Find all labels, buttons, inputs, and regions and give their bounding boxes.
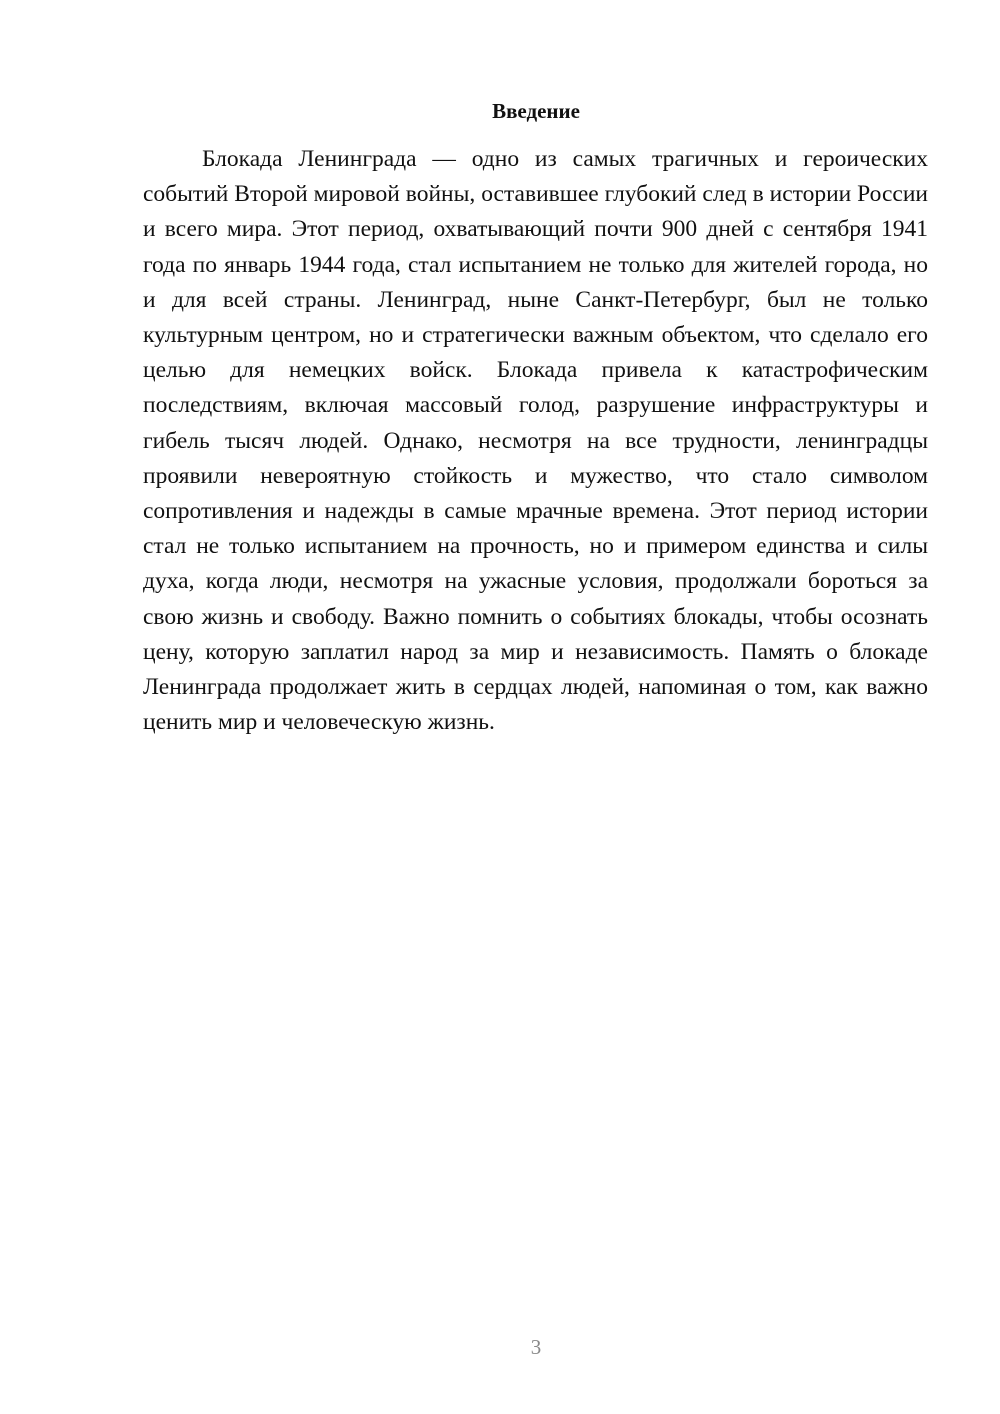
page-number: 3 (530, 1335, 542, 1359)
section-heading: Введение (492, 99, 580, 123)
body-paragraph: Блокада Ленинграда — одно из самых трагичных и героических событий Второй мировой войны, оставившее глубокий след в истории России и всего мира. Этот период, охватывающий почти 900 дней с сентября 1941 года по январь 1944 года, стал испытанием не только для жителей города, но и для всей страны. Ленинград, ныне Санкт-Петербург, был не только культурным центром, но и стратегически важным объектом, что сделало его целью для немецких войск. Блокада привела к катастрофическим последствиям, включая массовый голод, разрушение инфраструктуры и гибель тысяч людей. Однако, несмотря на все трудности, ленинградцы проявили невероятную стойкость и мужество, что стало символом сопротивления и надежды в самые мрачные времена. Этот период истории стал не только испытанием на прочность, но и примером единства и силы духа, когда люди, несмотря на ужасные условия, продолжали бороться за свою жизнь и свободу. Важно помнить о событиях блокады, чтобы осознать цену, которую заплатил народ за мир и независимость. Память о блокаде Ленинграда продолжает жить в сердцах людей, напоминая о том, как важно ценить мир и человеческую жизнь. (143, 146, 928, 736)
